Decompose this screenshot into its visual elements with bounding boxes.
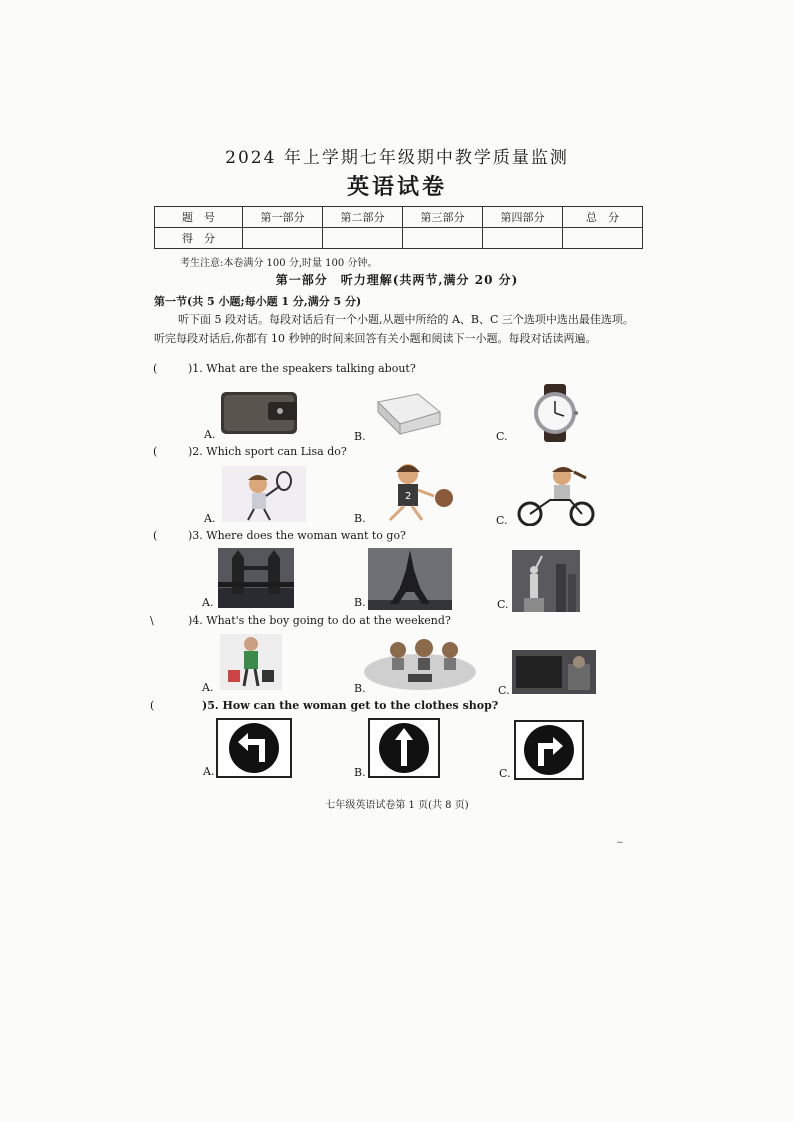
eiffel-tower-icon — [368, 548, 452, 610]
part1-heading: 第一部分 听力理解(共两节,满分 20 分) — [275, 273, 519, 287]
answer-paren: ( — [153, 445, 158, 458]
option-b: B. — [354, 682, 366, 695]
score-header-cell: 第一部分 — [243, 207, 323, 228]
tower-bridge-icon — [218, 548, 294, 608]
question-4-text: )4. What's the boy going to do at the weekend? — [188, 614, 451, 627]
option-a: A. — [204, 512, 216, 525]
answer-paren: ( — [153, 529, 158, 542]
score-cell — [403, 228, 483, 249]
answer-paren: \ — [150, 614, 154, 627]
question-5-text: )5. How can the woman get to the clothes shop? — [202, 699, 499, 712]
score-table-header-row — [155, 207, 643, 228]
answer-paren: ( — [150, 699, 155, 712]
score-header-cell: 总 分 — [563, 207, 643, 228]
score-row-label: 得 分 — [155, 228, 243, 249]
option-b: B. — [354, 430, 366, 443]
question-2-text: )2. Which sport can Lisa do? — [188, 445, 347, 458]
shopping-icon — [220, 634, 282, 690]
section1-heading: 第一节(共 5 小题;每小题 1 分,满分 5 分) — [154, 295, 362, 308]
option-c: C. — [499, 767, 511, 780]
answer-paren: ( — [153, 362, 158, 375]
page-footer: 七年级英语试卷第 1 页(共 8 页) — [325, 800, 469, 811]
basketball-icon — [370, 462, 464, 524]
exam-notice: 考生注意:本卷满分 100 分,时量 100 分钟。 — [180, 258, 378, 269]
score-header-cell: 第四部分 — [483, 207, 563, 228]
option-b: B. — [354, 596, 366, 609]
option-a: A. — [204, 428, 216, 441]
svg-text:2: 2 — [405, 491, 412, 502]
option-a: A. — [202, 596, 214, 609]
tv-icon — [512, 650, 596, 694]
score-header-cell: 题 号 — [155, 207, 243, 228]
cycling-icon — [514, 464, 600, 526]
score-table-score-row — [155, 228, 643, 249]
question-3-text: )3. Where does the woman want to go? — [188, 529, 406, 542]
score-cell — [323, 228, 403, 249]
option-c: C. — [496, 430, 508, 443]
tennis-icon — [222, 466, 306, 522]
option-c: C. — [498, 684, 510, 697]
option-c: C. — [497, 598, 509, 611]
score-cell — [563, 228, 643, 249]
option-a: A. — [203, 765, 215, 778]
score-table — [154, 206, 643, 249]
statue-of-liberty-icon — [512, 550, 580, 612]
score-header-cell: 第二部分 — [323, 207, 403, 228]
option-a: A. — [202, 681, 214, 694]
score-header-cell: 第三部分 — [403, 207, 483, 228]
score-cell — [243, 228, 323, 249]
turn-right-sign-icon — [514, 720, 584, 780]
score-cell — [483, 228, 563, 249]
corner-mark: ~ — [616, 838, 624, 848]
exam-title: 2024 年上学期七年级期中教学质量监测 — [225, 148, 569, 168]
option-b: B. — [354, 512, 366, 525]
option-c: C. — [496, 514, 508, 527]
turn-left-sign-icon — [216, 718, 292, 778]
exam-subtitle: 英语试卷 — [346, 174, 447, 200]
listening-instructions: 听下面 5 段对话。每段对话后有一个小题,从题中所给的 A、B、C 三个选项中选出最佳选项。听完每段对话后,你都有 10 秒钟的时间来回答有关小题和阅读下一小题。每段对话读两遍。 — [154, 313, 634, 345]
option-b: B. — [354, 766, 366, 779]
question-1-text: )1. What are the speakers talking about? — [188, 362, 416, 375]
wallet-icon — [218, 388, 300, 438]
watch-icon — [528, 384, 582, 442]
picnic-icon — [362, 636, 478, 692]
eraser-icon — [374, 390, 444, 436]
go-straight-sign-icon — [368, 718, 440, 778]
